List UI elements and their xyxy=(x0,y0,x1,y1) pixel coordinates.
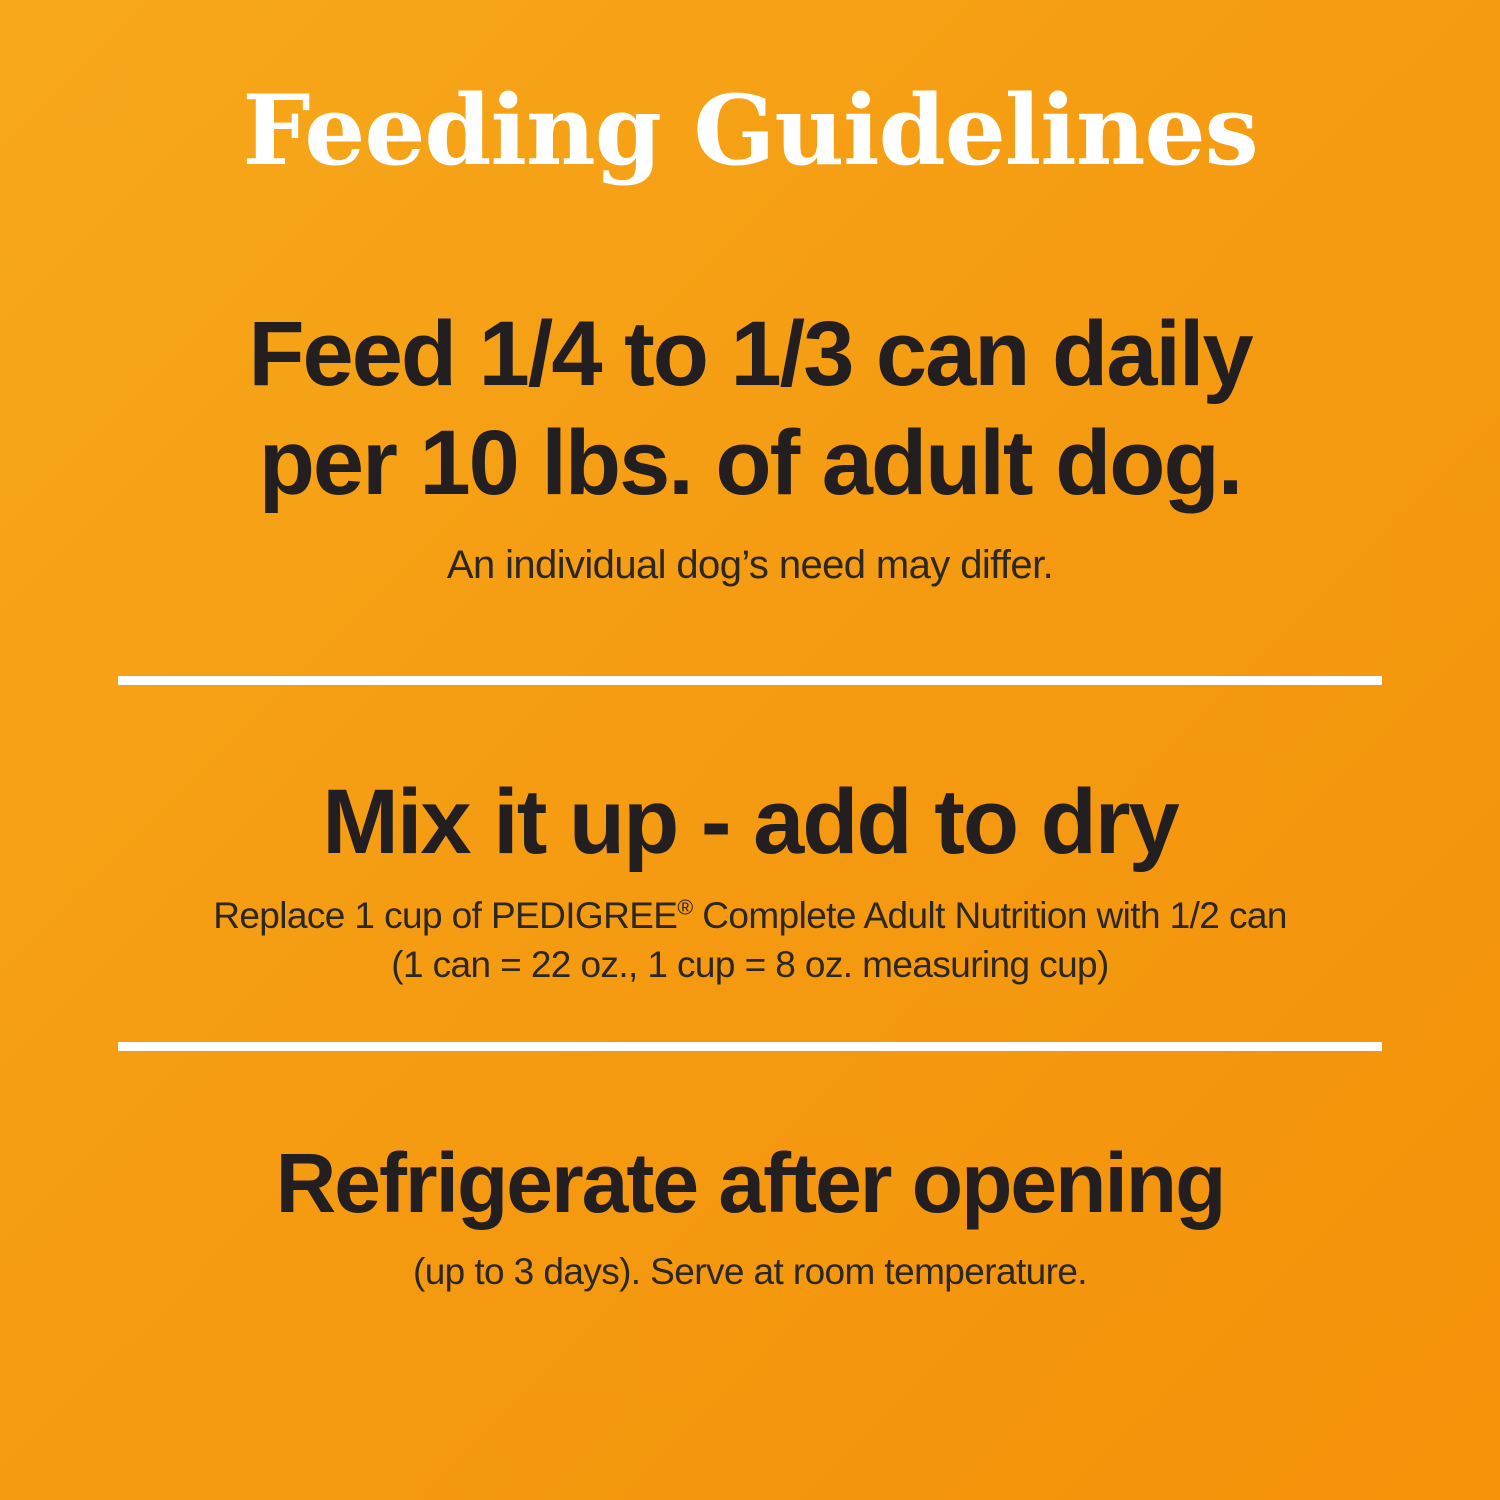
section-refrigerate xyxy=(0,1134,1500,1297)
refrigerate-headline: Refrigerate after opening xyxy=(275,1136,1225,1230)
mix-it-up-headline: Mix it up - add to dry xyxy=(322,771,1178,873)
feeding-amount-subtext: An individual dog’s need may differ. xyxy=(446,543,1054,588)
refrigerate-subtext: (up to 3 days). Serve at room temperature. xyxy=(412,1251,1087,1293)
spacer xyxy=(0,877,1500,891)
section-feeding-amount xyxy=(0,300,1500,593)
spacer xyxy=(0,1233,1500,1247)
feeding-amount-headline-line-1: Feed 1/4 to 1/3 can daily xyxy=(248,303,1252,405)
page-title: Feeding Guidelines xyxy=(242,74,1258,187)
feeding-amount-headline-line-2: per 10 lbs. of adult dog. xyxy=(258,411,1242,514)
spacer xyxy=(0,517,1500,539)
registered-trademark-icon: ® xyxy=(677,895,693,920)
divider-rule-1 xyxy=(118,676,1382,685)
divider-rule-2 xyxy=(118,1042,1382,1051)
feeding-amount-headline xyxy=(0,300,1500,517)
mix-it-up-subtext-prefix: Replace 1 cup of PEDIGREE xyxy=(213,894,678,936)
mix-it-up-subtext xyxy=(0,891,1500,990)
mix-it-up-subtext-line-2: (1 can = 22 oz., 1 cup = 8 oz. measuring cup) xyxy=(391,944,1109,986)
section-mix-it-up xyxy=(0,768,1500,990)
mix-it-up-subtext-line-1 xyxy=(0,891,1500,941)
mix-it-up-subtext-suffix: Complete Adult Nutrition with 1/2 can xyxy=(692,894,1287,936)
